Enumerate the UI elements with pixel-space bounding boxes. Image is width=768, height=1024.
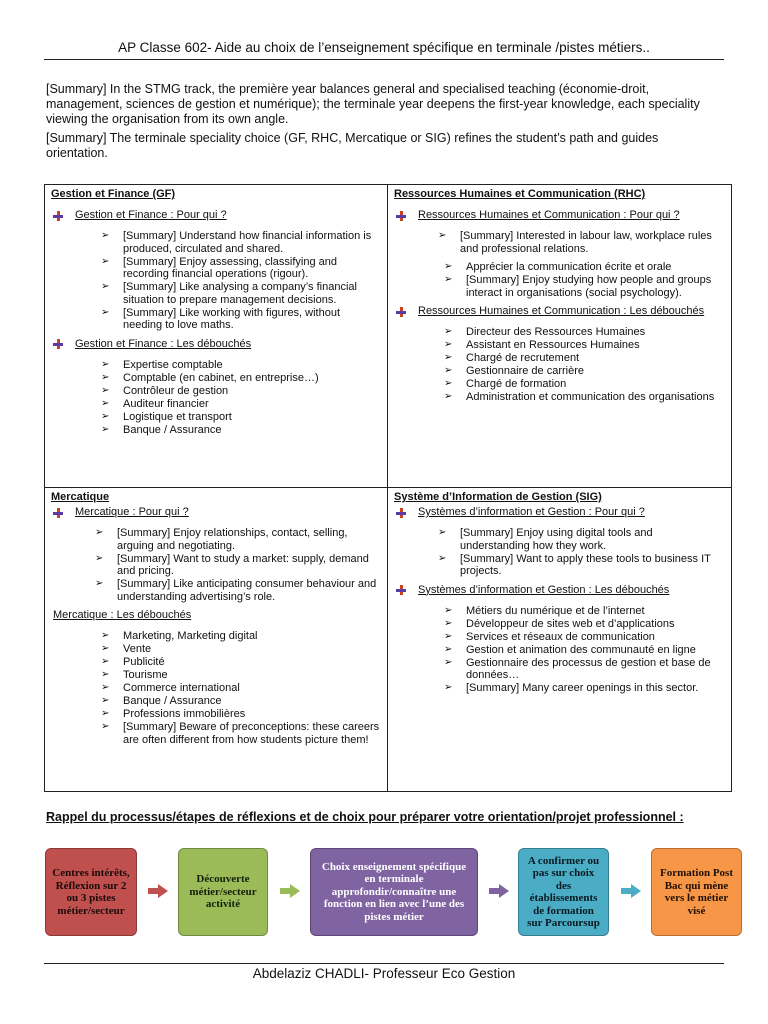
arrow-right-icon [621,884,641,898]
rhc-title: Ressources Humaines et Communication (RHC) [394,188,646,200]
sig-debouches-list [394,605,725,695]
list-item: ➢ [Summary] Want to study a market: supply, demand and pricing. [95,553,381,578]
plus-bullet-icon [53,211,63,221]
list-item: ➢ Chargé de recrutement [444,352,725,365]
list-item: ➢ [Summary] Like analysing a company’s financial situation to prepare management decisions. [101,281,381,306]
list-item: ➢ Gestion et animation des communauté en ligne [444,644,725,657]
flow-step-discovery: Découverte métier/secteur activité [178,848,268,936]
list-item: ➢ Assistant en Ressources Humaines [444,339,725,352]
gf-title: Gestion et Finance (GF) [51,188,176,200]
gf-cell [45,185,388,488]
list-item: ➢ [Summary] Enjoy assessing, classifying and recording financial operations (rigour). [101,256,381,281]
rhc-cell [388,185,731,488]
specialities-table [44,184,732,792]
sig-title: Système d’Information de Gestion (SIG) [394,491,602,503]
arrow-right-icon [280,884,300,898]
flow-step-post-bac: Formation Post Bac qui mène vers le métier visé [651,848,742,936]
list-item: ➢ [Summary] Many career openings in this sector. [444,682,725,695]
list-item: ➢ [Summary] Interested in labour law, workplace rules and professional relations. [438,230,725,255]
plus-bullet-icon [396,585,406,595]
plus-bullet-icon [396,508,406,518]
list-item: ➢ Auditeur financier [101,398,381,411]
plus-bullet-icon [396,307,406,317]
list-item: ➢ Gestionnaire des processus de gestion et base de données… [444,657,725,682]
list-item: ➢ Banque / Assurance [101,424,381,437]
sig-cell [388,488,731,791]
footer-divider [44,963,724,964]
gf-pourqui-heading: Gestion et Finance : Pour qui ? [53,209,381,222]
list-item: ➢ Développeur de sites web et d’applications [444,618,725,631]
list-item: ➢ [Summary] Understand how financial information is produced, circulated and shared. [101,230,381,255]
mercatique-title: Mercatique [51,491,110,503]
list-item: ➢ Services et réseaux de communication [444,631,725,644]
list-item: ➢ Publicité [101,656,381,669]
plus-bullet-icon [53,508,63,518]
plus-bullet-icon [396,211,406,221]
plus-bullet-icon [53,339,63,349]
process-heading: Rappel du processus/étapes de réflexions et de choix pour préparer votre orientation/projet professionnel : [46,810,684,824]
intro-paragraph-2: [Summary] The terminale speciality choice (GF, RHC, Mercatique or SIG) refines the student’s path and guides orientation. [46,131,659,160]
mercatique-debouches-list [51,630,381,746]
list-item: ➢ Professions immobilières [101,708,381,721]
list-item: ➢ Administration et communication des organisations [444,391,725,404]
footer-author: Abdelaziz CHADLI- Professeur Eco Gestion [252,966,516,981]
rhc-pourqui-heading: Ressources Humaines et Communication : Pour qui ? [396,209,725,222]
intro-paragraph-1: [Summary] In the STMG track, the première year balances general and specialised teaching (économie-droit, management, sciences de gestion et numérique); the terminale year deepens the first-year knowledge, each speciality viewing the organisation from its own angle. [46,82,700,126]
list-item: ➢ Gestionnaire de carrière [444,365,725,378]
list-item: ➢ Logistique et transport [101,411,381,424]
mercatique-debouches-heading: Mercatique : Les débouchés [53,609,192,621]
mercatique-pourqui-heading: Mercatique : Pour qui ? [53,506,381,519]
rhc-pourqui-sublist [394,261,725,299]
list-item: ➢ [Summary] Like working with figures, without needing to love maths. [101,307,381,332]
list-item: ➢ [Summary] Enjoy using digital tools and understanding how they work. [438,527,725,552]
list-item: ➢ Apprécier la communication écrite et orale [444,261,725,274]
flow-step-parcoursup: A confirmer ou pas sur choix des établissements de formation sur Parcoursup [518,848,609,936]
flow-step-speciality-choice: Choix enseignement spécifique en terminale approfondir/connaître une fonction en lien avec l’une des pistes métier [310,848,478,936]
list-item: ➢ Chargé de formation [444,378,725,391]
list-item: ➢ Tourisme [101,669,381,682]
list-item: ➢ Commerce international [101,682,381,695]
flow-step-interests: Centres intérêts, Réflexion sur 2 ou 3 pistes métier/secteur [45,848,137,936]
list-item: ➢ Banque / Assurance [101,695,381,708]
sig-debouches-heading: Systèmes d’information et Gestion : Les débouchés [396,584,725,597]
list-item: ➢ Contrôleur de gestion [101,385,381,398]
list-item: ➢ Directeur des Ressources Humaines [444,326,725,339]
intro-text [46,82,722,165]
arrow-right-icon [148,884,168,898]
list-item: ➢ Marketing, Marketing digital [101,630,381,643]
rhc-debouches-heading: Ressources Humaines et Communication : Les débouchés [396,305,725,318]
list-item: ➢ [Summary] Want to apply these tools to business IT projects. [438,553,725,578]
gf-debouches-heading: Gestion et Finance : Les débouchés [53,338,381,351]
rhc-pourqui-list [394,230,725,255]
arrow-right-icon [489,884,509,898]
list-item: ➢ Vente [101,643,381,656]
list-item: ➢ [Summary] Enjoy relationships, contact, selling, arguing and negotiating. [95,527,381,552]
mercatique-pourqui-list [51,527,381,603]
gf-debouches-list [51,359,381,437]
sig-pourqui-list [394,527,725,578]
page-title: AP Classe 602- Aide au choix de l’enseignement spécifique en terminale /pistes métiers.. [44,40,724,60]
sig-pourqui-heading: Systèmes d’information et Gestion : Pour qui ? [396,506,725,519]
gf-pourqui-list [51,230,381,332]
list-item: ➢ [Summary] Beware of preconceptions: these careers are often different from how students picture them! [101,721,381,746]
list-item: ➢ [Summary] Enjoy studying how people and groups interact in organisations (social psychology). [444,274,725,299]
list-item: ➢ Expertise comptable [101,359,381,372]
list-item: ➢ Métiers du numérique et de l’internet [444,605,725,618]
list-item: ➢ [Summary] Like anticipating consumer behaviour and understanding advertising’s role. [95,578,381,603]
mercatique-cell [45,488,388,791]
list-item: ➢ Comptable (en cabinet, en entreprise…) [101,372,381,385]
rhc-debouches-list [394,326,725,404]
